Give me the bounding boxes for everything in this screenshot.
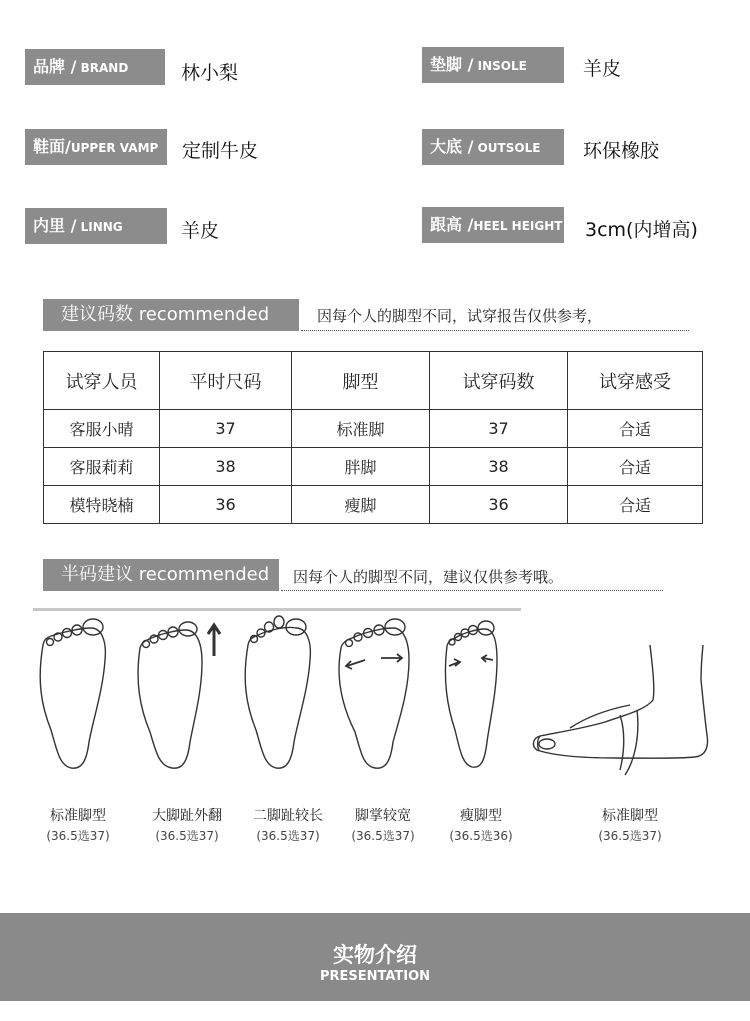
table-row [44,410,703,448]
table-cell: 37 [160,410,292,448]
foot-sublabel: (36.5选37) [46,829,110,843]
size-note-underline [301,330,689,331]
foot-sublabel: (36.5选37) [598,829,662,843]
presentation-subtitle: PRESENTATION [319,969,431,984]
table-header: 试穿码数 [430,352,568,410]
insole-value: 羊皮 [583,58,622,80]
table-cell: 合适 [568,410,703,448]
table-header: 脚型 [292,352,430,410]
heel-label-en: HEEL HEIGHT [473,219,563,233]
foot-side-illustration [525,640,720,780]
brand-value: 林小梨 [181,62,239,84]
foot-sublabel: (36.5选36) [449,829,513,843]
half-note: 因每个人的脚型不同，建议仅供参考哦。 [293,568,564,586]
table-cell: 标准脚 [292,410,430,448]
foot-slim-illustration [435,610,505,775]
insole-label-en: INSOLE [473,59,527,73]
lining-label [25,208,167,244]
foot-label: 大脚趾外翻 [152,808,222,824]
size-table [43,351,703,524]
heel-value: 3cm(内增高) [585,219,698,241]
insole-label-cn: 垫脚 / [430,55,474,74]
table-cell: 36 [160,486,292,524]
foot-sublabel: (36.5选37) [256,829,320,843]
foot-sublabel: (36.5选37) [155,829,219,843]
outsole-label [422,129,564,165]
table-cell: 38 [430,448,568,486]
foot-label: 二脚趾较长 [253,808,323,824]
table-cell: 38 [160,448,292,486]
foot-label: 标准脚型 [50,808,106,824]
upper-label-cn: 鞋面/ [33,137,71,156]
table-row [44,448,703,486]
table-header-row [44,352,703,410]
foot-bunion-illustration [132,610,232,775]
brand-label [25,49,165,85]
upper-value: 定制牛皮 [182,140,259,162]
presentation-banner [0,913,750,1001]
lining-label-en: LINNG [76,220,123,234]
heel-label-cn: 跟高 / [430,215,474,234]
brand-label-cn: 品牌 / [33,57,77,76]
foot-label: 标准脚型 [602,808,658,824]
table-cell: 37 [430,410,568,448]
table-header: 试穿感受 [568,352,703,410]
insole-label [422,47,564,83]
table-header: 试穿人员 [44,352,160,410]
foot-wide-illustration [335,610,415,775]
foot-label: 瘦脚型 [460,808,502,824]
foot-sublabel: (36.5选37) [351,829,415,843]
table-cell: 客服莉莉 [44,448,160,486]
upper-label-en: UPPER VAMP [70,141,159,155]
table-header: 平时尺码 [160,352,292,410]
foot-label: 脚掌较宽 [355,808,411,824]
outsole-value: 环保橡胶 [583,140,660,162]
table-cell: 瘦脚 [292,486,430,524]
lining-label-cn: 内里 / [33,216,77,235]
half-note-underline [281,590,663,591]
brand-label-en: BRAND [76,61,129,75]
heel-label [422,207,564,243]
foot-standard-illustration [33,610,113,775]
size-note: 因每个人的脚型不同，试穿报告仅供参考， [317,307,603,325]
outsole-label-cn: 大底 / [430,137,474,156]
table-cell: 合适 [568,486,703,524]
outsole-label-en: OUTSOLE [473,141,541,155]
table-cell: 客服小晴 [44,410,160,448]
table-cell: 模特晓楠 [44,486,160,524]
half-banner: 半码建议 recommended [43,559,279,591]
table-cell: 胖脚 [292,448,430,486]
table-cell: 36 [430,486,568,524]
presentation-title: 实物介绍 [333,943,417,967]
size-banner: 建议码数 recommended [43,299,299,331]
foot-long-second-toe-illustration [238,610,318,775]
table-cell: 合适 [568,448,703,486]
table-row [44,486,703,524]
upper-label [25,129,167,165]
lining-value: 羊皮 [181,220,220,242]
